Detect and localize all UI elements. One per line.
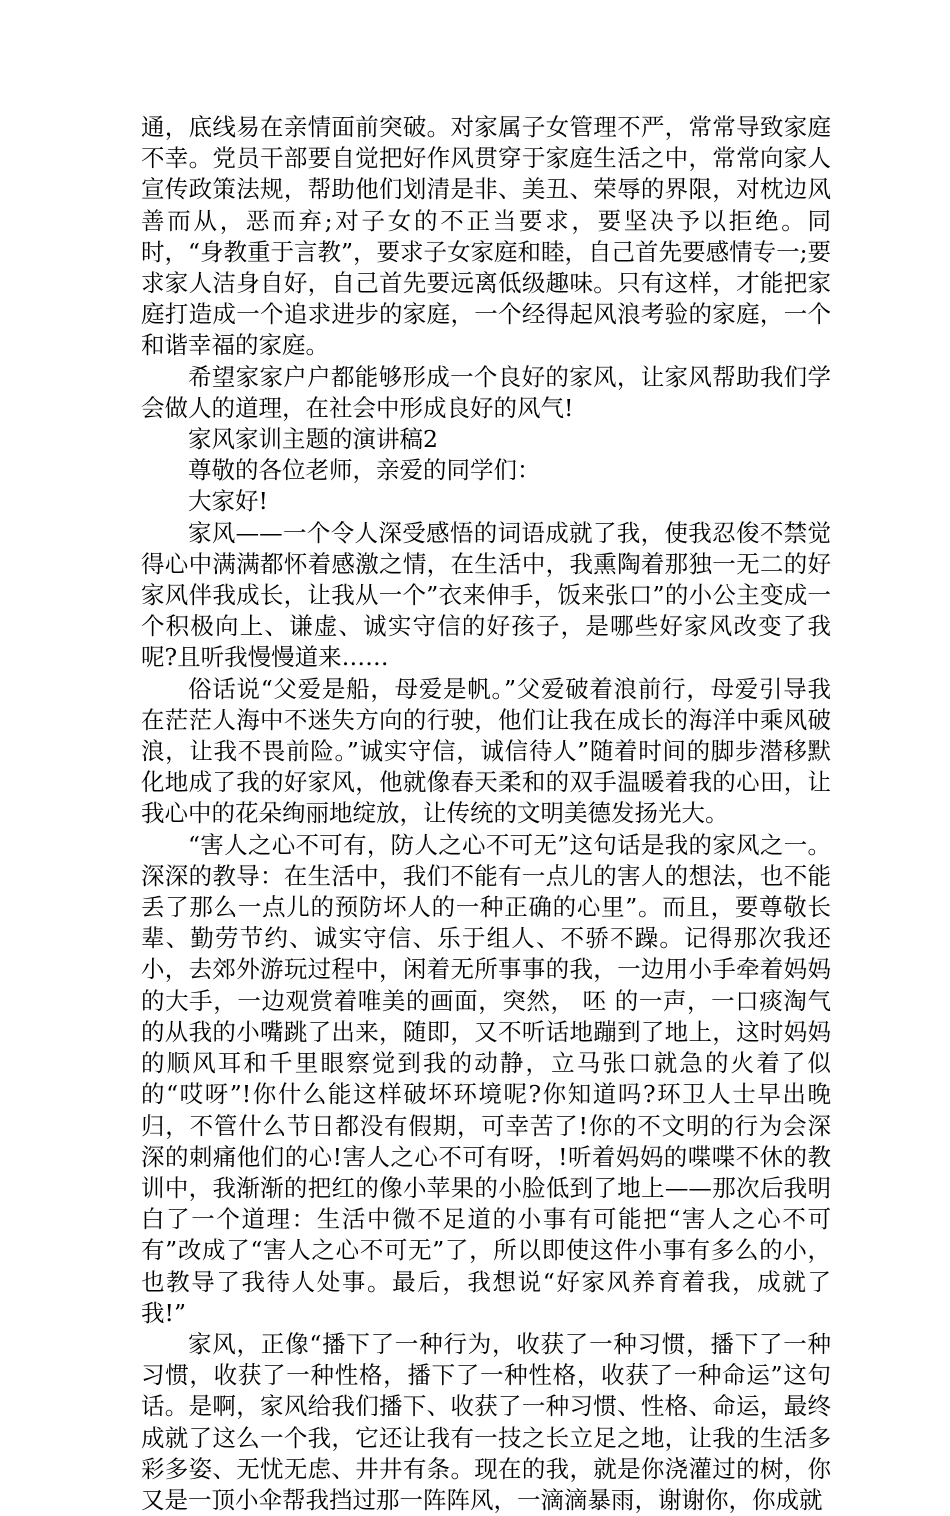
paragraph-hope: 希望家家户户都能够形成一个良好的家风，让家风帮助我们学会做人的道理，在社会中形成良好的风气! [141, 362, 831, 422]
greeting-hello: 大家好! [188, 487, 268, 516]
greeting-salutation: 尊敬的各位老师，亲爱的同学们： [188, 456, 541, 485]
paragraph-family-discipline: 通，底线易在亲情面前突破。对家属子女管理不严，常常导致家庭不幸。党员干部要自觉把好作风贯穿于家庭生活之中，常常向家人宣传政策法规，帮助他们划清是非、美丑、荣辱的界限，对枕边风善而从，恶而弃;对子女的不正当要求，要坚决予以拒绝。同时，“身教重于言教”，要求子女家庭和睦，自己首先要感情专一;要求家人洁身自好，自己首先要远离低级趣味。只有这样，才能把家庭打造成一个追求进步的家庭，一个经得起风浪考验的家庭，一个和谐幸福的家庭。 [141, 113, 831, 360]
speech-title: 家风家训主题的演讲稿2 [188, 425, 438, 454]
paragraph-story: “害人之心不可有，防人之心不可无”这句话是我的家风之一。深深的教导：在生活中，我们不能有一点儿的害人的想法，也不能丢了那么一点儿的预防坏人的一种正确的心里”。而且，要尊敬长辈、勤劳节约、诚实守信、乐于组人、不骄不躁。记得那次我还小，去郊外游玩过程中，闲着无所事事的我，一边用小手牵着妈妈的大手，一边观赏着唯美的画面，突然， 呸 的一声，一口痰淘气的从我的小嘴跳了出来，随即，又不听话地蹦到了地上，这时妈妈的顺风耳和千里眼察觉到我的动静，立马张口就急的火着了似的“哎呀”!你什么能这样破坏环境呢?你知道吗?环卫人士早出晚归，不管什么节日都没有假期，可幸苦了!你的不文明的行为会深深的刺痛他们的心!害人之心不可有呀，!听着妈妈的喋喋不休的教训中，我渐渐的把红的像小苹果的小脸低到了地上——那次后我明白了一个道理：生活中微不足道的小事有可能把“害人之心不可有”改成了“害人之心不可无”了，所以即使这件小事有多么的小，也教导了我待人处事。最后，我想说“好家风养育着我，成就了我!” [141, 830, 831, 1327]
paragraph-family-style-intro: 家风——一个令人深受感悟的词语成就了我，使我忍俊不禁觉得心中满满都怀着感激之情，在生活中，我熏陶着那独一无二的好家风伴我成长，让我从一个”衣来伸手，饭来张口”的小公主变成一个积极向上、谦虚、诚实守信的好孩子，是哪些好家风改变了我呢?且听我慢慢道来…… [141, 518, 831, 672]
paragraph-conclusion: 家风，正像“播下了一种行为，收获了一种习惯，播下了一种习惯，收获了一种性格，播下了一种性格，收获了一种命运”这句话。是啊，家风给我们播下、收获了一种习惯、性格、命运，最终成就了这么一个我，它还让我有一技之长立足之地，让我的生活多彩多姿、无忧无虑、井井有条。现在的我，就是你浇灌过的树，你又是一顶小伞帮我挡过那一阵阵风，一滴滴暴雨，谢谢你，你成就 [141, 1329, 831, 1514]
document-page [141, 112, 831, 1516]
paragraph-proverb: 俗话说“父爱是船，母爱是帆。”父爱破着浪前行，母爱引导我在茫茫人海中不迷失方向的行驶，他们让我在成长的海洋中乘风破浪，让我不畏前险。”诚实守信，诚信待人”随着时间的脚步潜移默化地成了我的好家风，他就像春天柔和的双手温暖着我的心田，让我心中的花朵绚丽地绽放，让传统的文明美德发扬光大。 [141, 674, 831, 828]
